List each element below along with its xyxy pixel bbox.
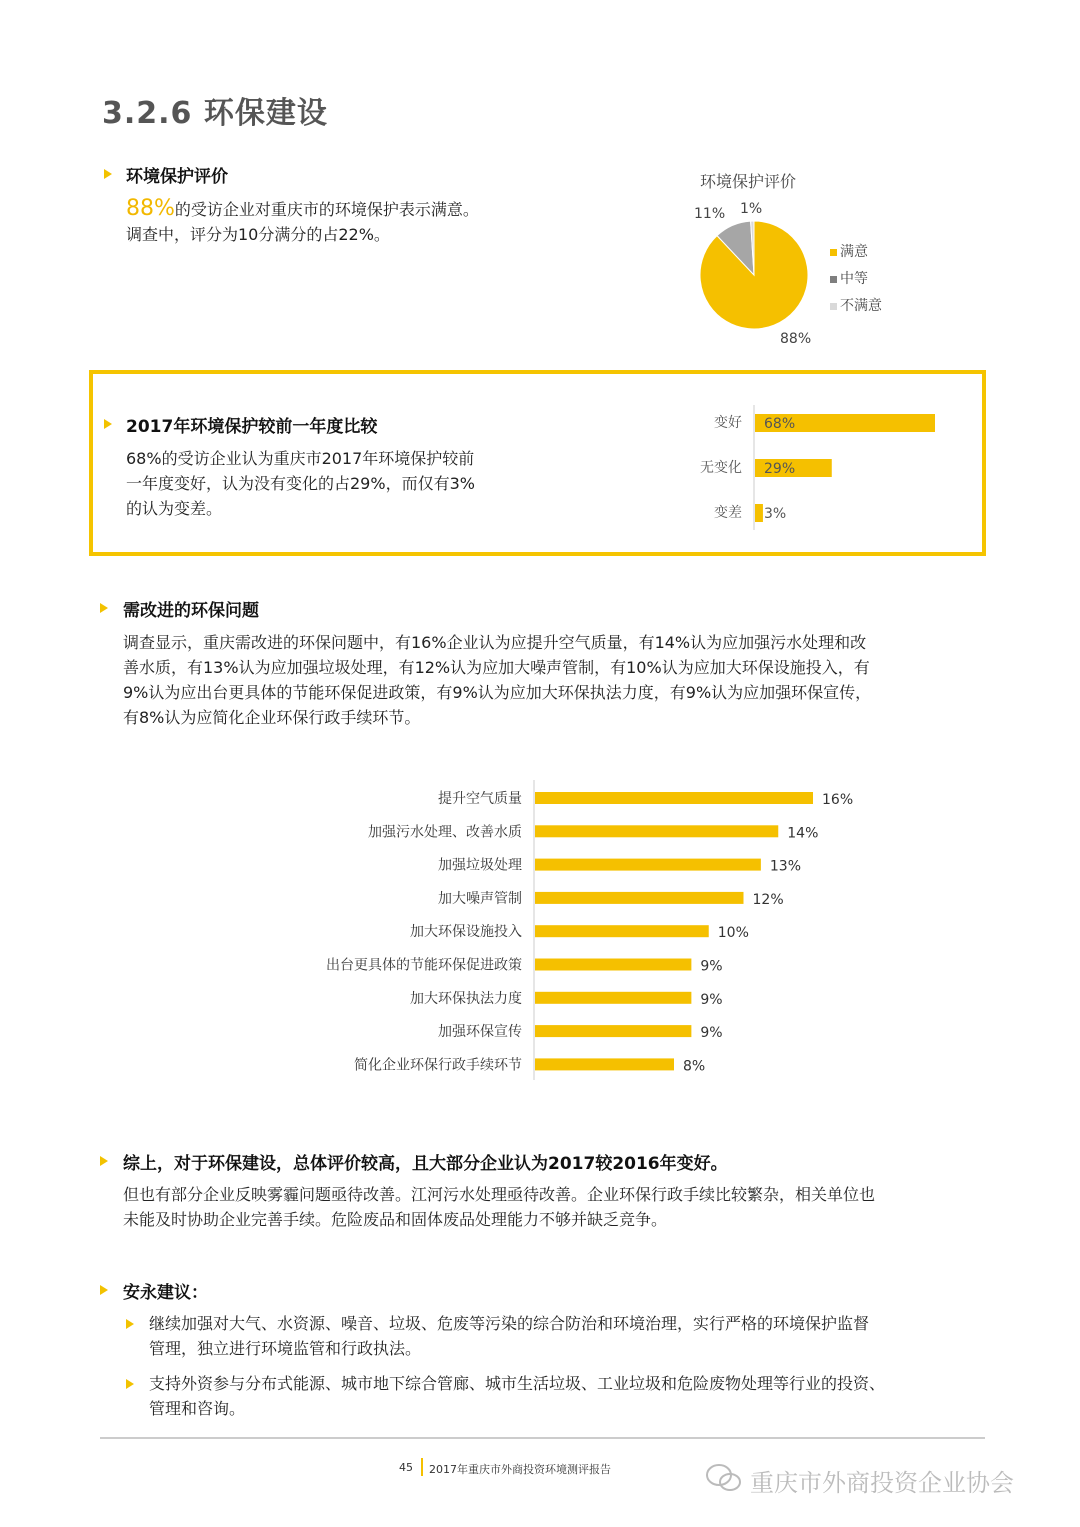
comparison-bar-chart xyxy=(680,400,980,535)
bullet-icon xyxy=(100,1156,108,1166)
bullet-icon xyxy=(100,1285,108,1295)
footer-separator xyxy=(421,1458,423,1476)
legend-swatch-unsatisfied xyxy=(830,303,837,310)
section3-line3: 9%认为应出台更具体的节能环保促进政策，有9%认为应加大环保执法力度，有9%认为应加强环保宣传， xyxy=(123,683,872,702)
issues-value-label: 10% xyxy=(717,925,749,942)
suggestion2-line2: 管理和咨询。 xyxy=(149,1399,246,1418)
issues-category-label: 加强垃圾处理 xyxy=(438,857,522,874)
issues-category-label: 加强环保宣传 xyxy=(438,1024,522,1041)
suggestion1-line1: 继续加强对大气、水资源、噪音、垃圾、危废等污染的综合防治和环境治理，实行严格的环境保护监督 xyxy=(149,1314,870,1333)
section4-heading: 综上，对于环保建设，总体评价较高，且大部分企业认为2017较2016年变好。 xyxy=(123,1154,728,1174)
section3-line1: 调查显示，重庆需改进的环保问题中，有16%企业认为应提升空气质量，有14%认为应加强污水处理和改 xyxy=(123,633,867,652)
section2-line2: 一年度变好，认为没有变化的占29%，而仅有3% xyxy=(126,474,475,493)
issues-bar xyxy=(535,859,761,871)
issues-category-label: 简化企业环保行政手续环节 xyxy=(354,1057,522,1074)
section1-line1-rest: 的受访企业对重庆市的环境保护表示满意。 xyxy=(174,200,479,219)
compare-category-label: 变好 xyxy=(714,415,742,431)
compare-category-label: 无变化 xyxy=(700,460,742,476)
pie-chart xyxy=(690,215,820,340)
legend-swatch-satisfied xyxy=(830,249,837,256)
legend-satisfied: 满意 xyxy=(830,241,868,261)
section1-highlight: 88% xyxy=(126,196,175,221)
wechat-icon xyxy=(704,1462,744,1494)
section5-heading: 安永建议： xyxy=(123,1283,208,1303)
legend-unsatisfied: 不满意 xyxy=(830,295,882,315)
issues-bar xyxy=(535,992,691,1004)
section3-line4: 有8%认为应简化企业环保行政手续环节。 xyxy=(123,708,421,727)
legend-swatch-medium xyxy=(830,276,837,283)
issues-bar xyxy=(535,792,813,804)
issues-value-label: 9% xyxy=(700,958,723,975)
issues-bar-chart xyxy=(280,775,900,1085)
issues-category-label: 加大环保设施投入 xyxy=(410,924,522,941)
issues-value-label: 9% xyxy=(700,1025,723,1042)
compare-bar xyxy=(755,504,763,522)
issues-value-label: 14% xyxy=(787,825,819,842)
issues-bar xyxy=(535,825,778,837)
bullet-icon xyxy=(104,419,112,429)
compare-value-label: 3% xyxy=(764,506,787,522)
compare-value-label: 68% xyxy=(764,416,796,432)
compare-value-label: 29% xyxy=(764,461,796,477)
bullet-icon xyxy=(126,1379,134,1389)
section2-heading: 2017年环境保护较前一年度比较 xyxy=(126,417,378,437)
issues-category-label: 加强污水处理、改善水质 xyxy=(368,824,522,841)
section1-heading: 环境保护评价 xyxy=(126,167,228,187)
issues-value-label: 8% xyxy=(683,1058,706,1075)
compare-category-label: 变差 xyxy=(714,505,742,521)
bullet-icon xyxy=(126,1319,134,1329)
pie-label-unsatisfied: 1% xyxy=(740,201,763,217)
issues-bar xyxy=(535,892,744,904)
pie-label-satisfied: 88% xyxy=(780,331,812,347)
pie-title: 环境保护评价 xyxy=(700,172,797,191)
section2-line1: 68%的受访企业认为重庆市2017年环境保护较前 xyxy=(126,449,475,468)
bullet-icon xyxy=(104,169,112,179)
issues-bar xyxy=(535,1025,691,1037)
issues-bar xyxy=(535,1058,674,1070)
suggestion2-line1: 支持外资参与分布式能源、城市地下综合管廊、城市生活垃圾、工业垃圾和危险废物处理等行业的投资、 xyxy=(149,1374,886,1393)
issues-value-label: 12% xyxy=(752,891,784,908)
footer-divider xyxy=(100,1437,985,1439)
section2-line3: 的认为变差。 xyxy=(126,499,223,518)
issues-value-label: 9% xyxy=(700,991,723,1008)
pie-label-medium: 11% xyxy=(694,206,726,222)
section4-line2: 未能及时协助企业完善手续。危险废品和固体废品处理能力不够并缺乏竞争。 xyxy=(123,1210,668,1229)
section1-line1 xyxy=(126,196,479,222)
issues-bar xyxy=(535,925,709,937)
section3-heading: 需改进的环保问题 xyxy=(123,601,259,621)
legend-medium: 中等 xyxy=(830,268,868,288)
section4-line1: 但也有部分企业反映雾霾问题亟待改善。江河污水处理亟待改善。企业环保行政手续比较繁杂，相关单位也 xyxy=(123,1185,876,1204)
footer-report-title: 2017年重庆市外商投资环境测评报告 xyxy=(429,1463,611,1476)
issues-bar xyxy=(535,959,691,971)
section1-line2: 调查中，评分为10分满分的占22%。 xyxy=(126,225,390,244)
page-title: 3.2.6 环保建设 xyxy=(102,96,328,131)
issues-category-label: 加大环保执法力度 xyxy=(410,990,522,1007)
suggestion1-line2: 管理，独立进行环境监管和行政执法。 xyxy=(149,1339,422,1358)
bullet-icon xyxy=(100,603,108,613)
issues-category-label: 提升空气质量 xyxy=(438,791,522,807)
issues-value-label: 13% xyxy=(769,858,801,875)
footer-page-number: 45 xyxy=(399,1461,413,1474)
issues-value-label: 16% xyxy=(822,792,854,808)
issues-category-label: 出台更具体的节能环保促进政策 xyxy=(326,957,522,974)
issues-category-label: 加大噪声管制 xyxy=(438,890,522,907)
section3-line2: 善水质，有13%认为应加强垃圾处理，有12%认为应加大噪声管制，有10%认为应加大环保设施投入，有 xyxy=(123,658,870,677)
watermark-text: 重庆市外商投资企业协会 xyxy=(750,1469,1014,1497)
